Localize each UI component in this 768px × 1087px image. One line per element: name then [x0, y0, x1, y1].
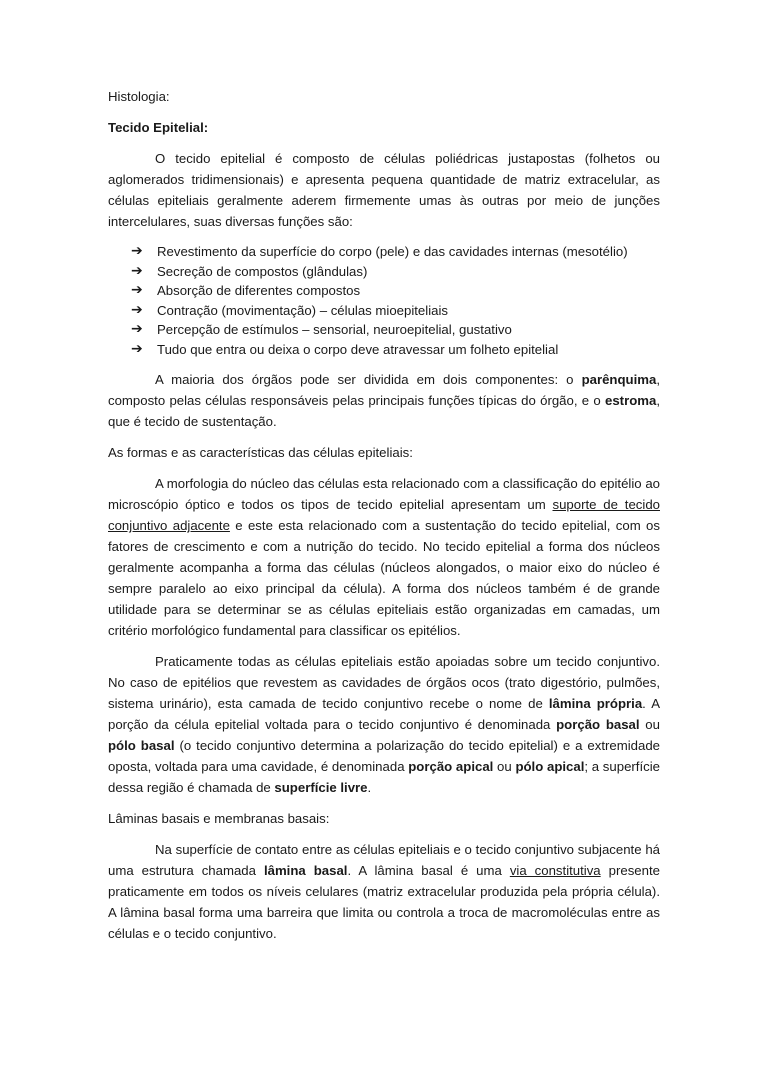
right-arrow-icon: ➔ — [131, 321, 143, 337]
right-arrow-icon: ➔ — [131, 262, 143, 279]
forms-heading: As formas e as características das células epiteliais: — [108, 445, 413, 460]
term-lamina-propria: lâmina própria — [548, 696, 643, 711]
intro-paragraph: O tecido epitelial é composto de células poliédricas justapostas (folhetos ou aglomerados tridimensionais) e apresenta pequena quantidade de matriz extracelular, as células epiteliais geralmente aderem firmemente umas às outras por meio de junções intercelulares, suas diversas funções são: — [108, 151, 660, 229]
subject-heading: Histologia: — [108, 89, 170, 104]
right-arrow-icon: ➔ — [131, 282, 143, 298]
support-paragraph: Praticamente todas as células epiteliais estão apoiadas sobre um tecido conjuntivo. No caso de epitélios que revestem as cavidades de órgãos ocos (trato digestório, pulmões, sistema urinário), esta camada de tecido conjuntivo recebe o nome de lâmina própria. A porção da célula epitelial voltada para o tecido conjuntivo é denominada porção basal ou pólo basal (o tecido conjuntivo determina a polarização do tecido epitelial) e a extremidade oposta, voltada para uma cavidade, é denominada porção apical ou pólo apical; a superfície dessa região é chamada de superfície livre. — [108, 654, 660, 795]
list-item: ➔ Secreção de compostos (glândulas) — [131, 262, 660, 282]
list-item: ➔ Percepção de estímulos – sensorial, neuroepitelial, gustativo — [131, 320, 660, 340]
morphology-paragraph: A morfologia do núcleo das células esta relacionado com a classificação do epitélio ao microscópio óptico e todos os tipos de tecido epitelial apresentam um suporte de tecido conjuntivo adjacente e este esta relacionado com a sustentação do tecido epitelial, com os fatores de crescimento e com a nutrição do tecido. No tecido epitelial a forma dos núcleos geralmente acompanha a forma das células (núcleos alongados, o maior eixo do núcleo é sempre paralelo ao eixo principal da célula). A forma dos núcleos também é de grande utilidade para se determinar se as células epiteliais estão organizadas em camadas, um critério morfológico fundamental para classificar os epitélios. — [108, 476, 660, 638]
list-item: ➔ Contração (movimentação) – células mioepiteliais — [131, 301, 660, 321]
term-polo-apical: pólo apical — [515, 759, 585, 774]
organs-paragraph: A maioria dos órgãos pode ser dividida em dois componentes: o parênquima, composto pelas células responsáveis pelas principais funções típicas do órgão, e o estroma, que é tecido de sustentação. — [108, 372, 660, 429]
right-arrow-icon: ➔ — [131, 243, 143, 259]
term-porcao-basal: porção basal — [556, 717, 640, 732]
list-item: ➔ Revestimento da superfície do corpo (pele) e das cavidades internas (mesotélio) — [131, 242, 660, 262]
list-item: ➔ Absorção de diferentes compostos — [131, 281, 660, 301]
term-porcao-apical: porção apical — [408, 759, 494, 774]
section-title: Tecido Epitelial: — [108, 120, 209, 135]
laminas-paragraph: Na superfície de contato entre as células epiteliais e o tecido conjuntivo subjacente há uma estrutura chamada lâmina basal. A lâmina basal é uma via constitutiva presente praticamente em todos os níveis celulares (matriz extracelular produzida pela própria célula). A lâmina basal forma uma barreira que limita ou controla a troca de macromoléculas entre as células e o tecido conjuntivo. — [108, 842, 660, 941]
functions-list — [108, 242, 660, 359]
underlined-term: via constitutiva — [509, 863, 601, 878]
list-item: ➔ Tudo que entra ou deixa o corpo deve atravessar um folheto epitelial — [131, 340, 660, 360]
laminas-heading: Lâminas basais e membranas basais: — [108, 811, 330, 826]
underlined-term: suporte de tecido conjuntivo adjacente — [108, 497, 660, 533]
right-arrow-icon: ➔ — [131, 301, 143, 318]
term-superficie-livre: superfície livre — [274, 780, 368, 795]
term-lamina-basal: lâmina basal — [263, 863, 348, 878]
term-polo-basal: pólo basal — [108, 738, 175, 753]
document-page — [108, 86, 660, 954]
term-estroma: estroma — [605, 393, 657, 408]
right-arrow-icon: ➔ — [131, 340, 143, 357]
term-parenquima: parênquima — [581, 372, 657, 387]
